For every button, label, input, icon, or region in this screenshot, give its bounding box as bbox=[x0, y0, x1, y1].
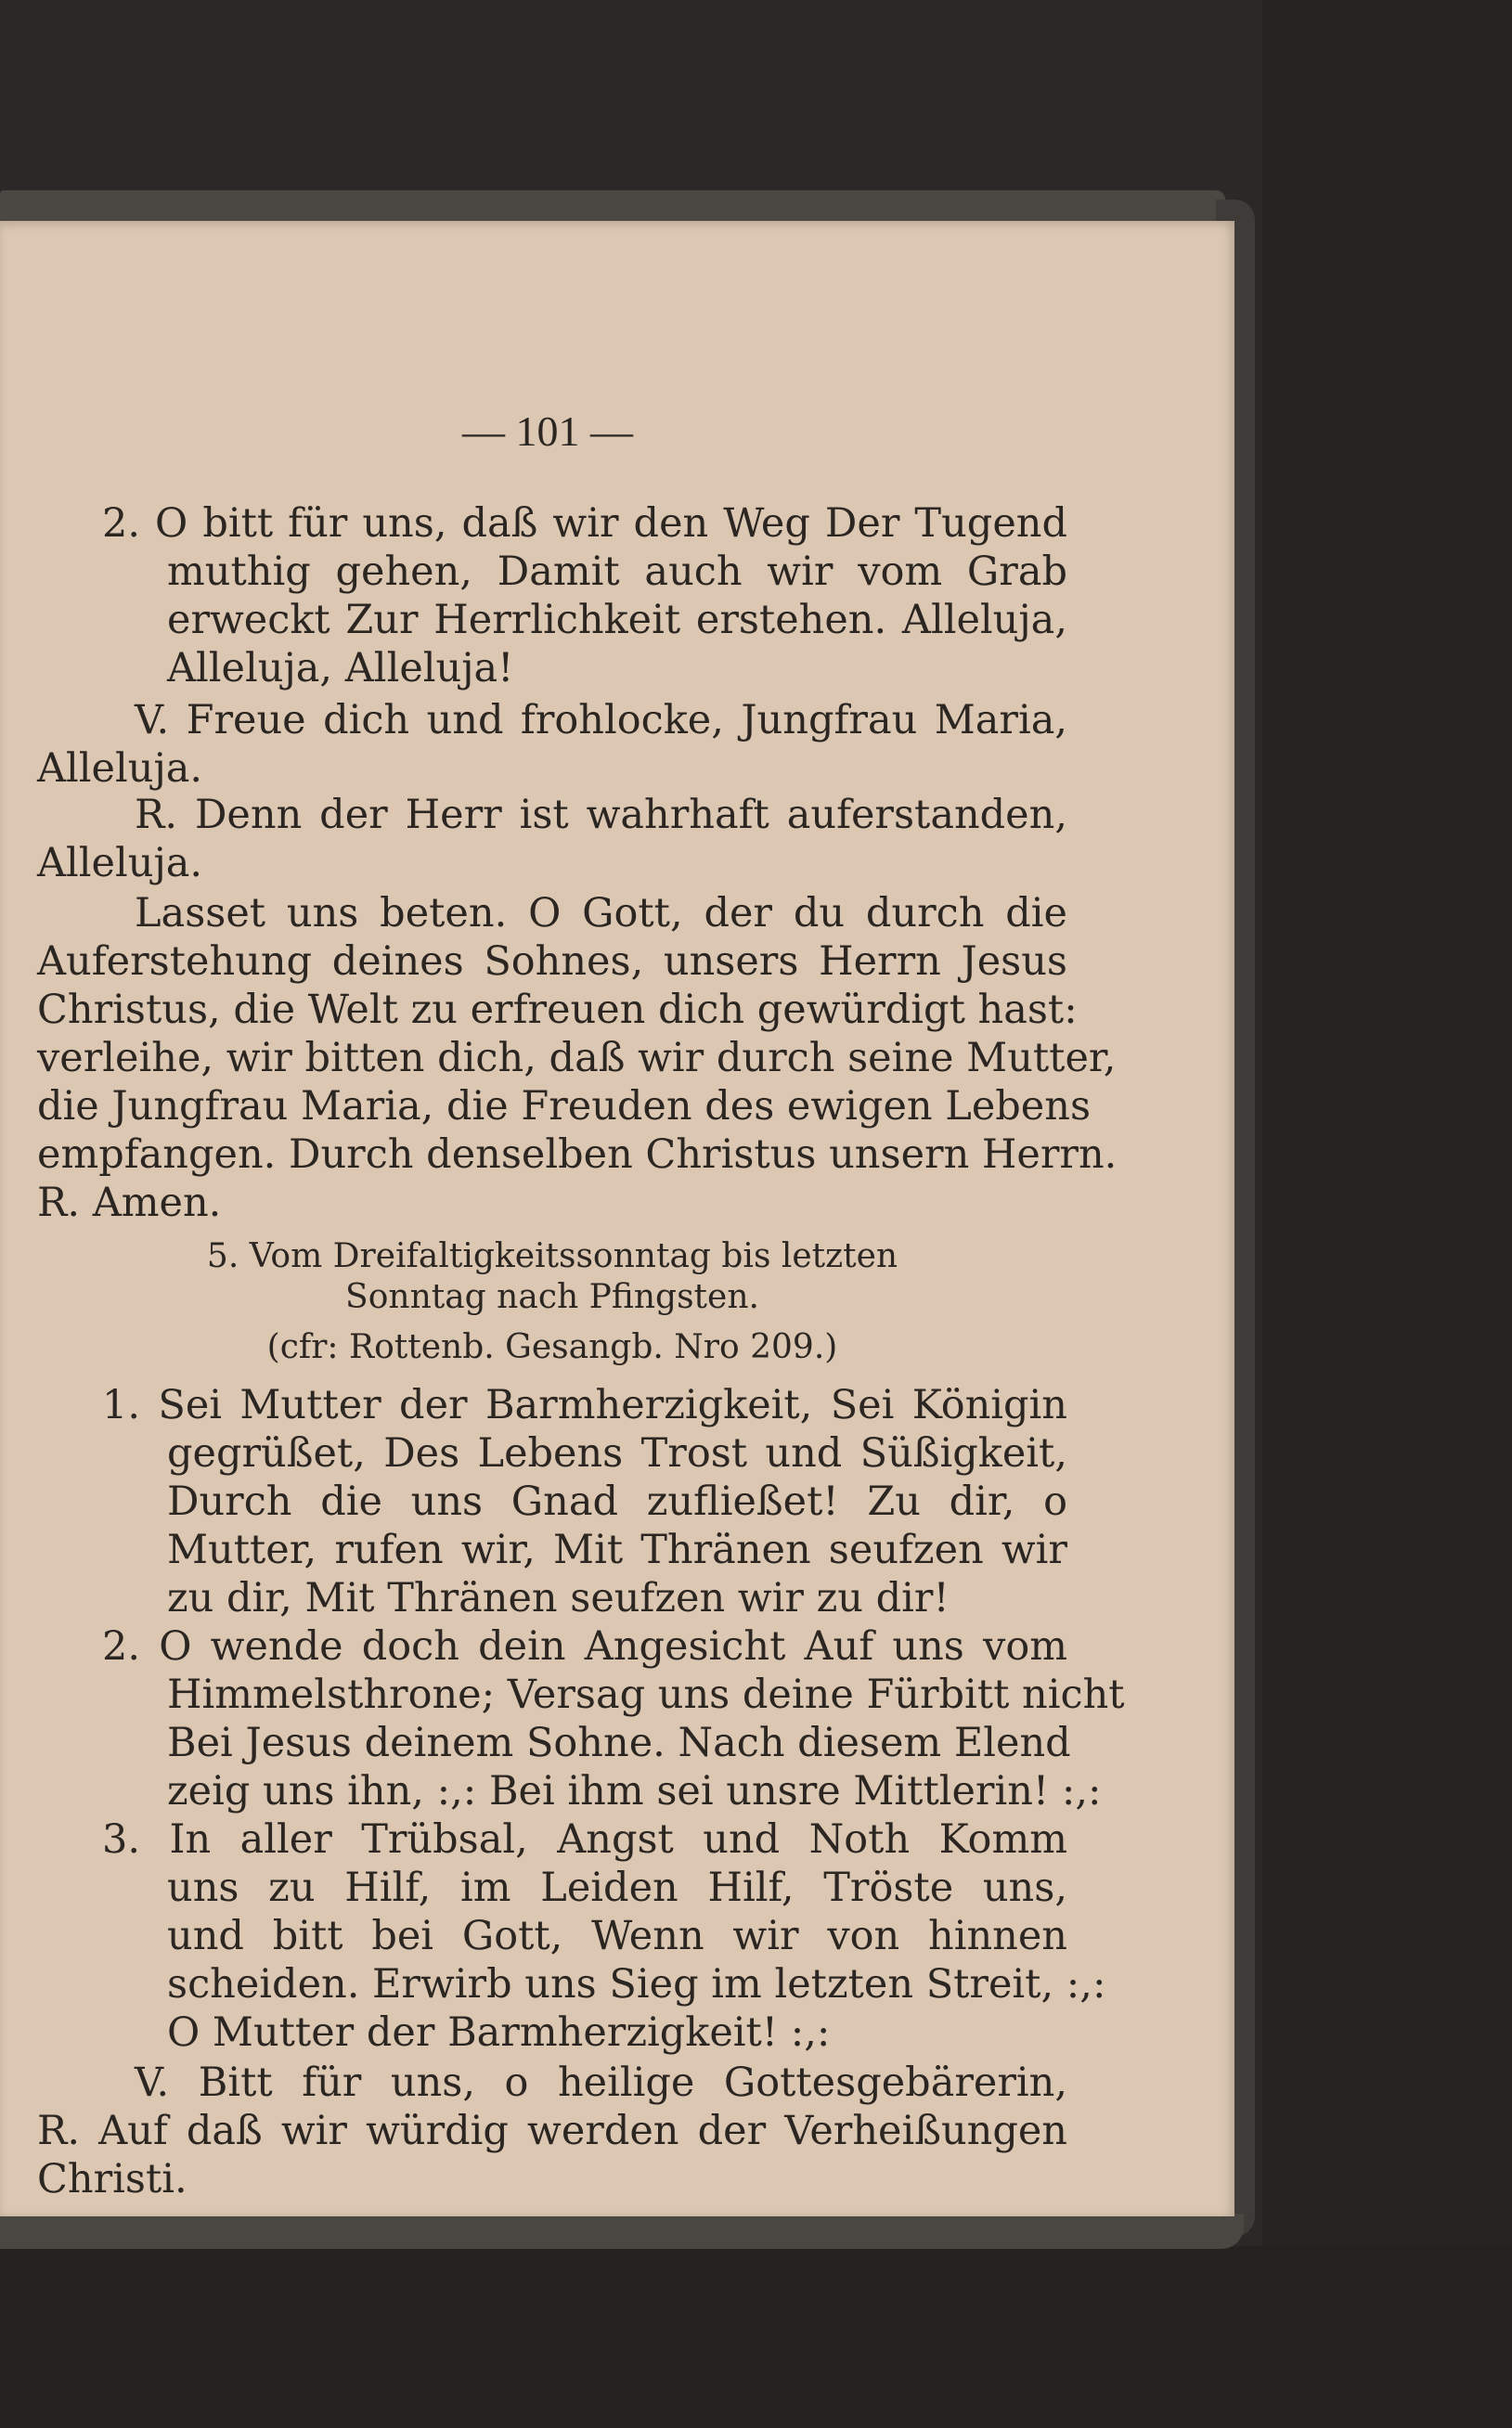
text-line: zu dir, Mit Thränen seufzen wir zu dir! bbox=[167, 1575, 950, 1621]
prayer-line: verleihe, wir bitten dich, daß wir durch seine Mutter, bbox=[37, 1035, 1117, 1081]
text-line: muthig gehen, Damit auch wir vom Grab bbox=[167, 549, 1067, 595]
text-line: Alleluja. bbox=[37, 745, 203, 792]
text-line: Alleluja. bbox=[37, 840, 203, 886]
text-line: Christi. bbox=[37, 2156, 187, 2202]
text-line: Bei Jesus deinem Sohne. Nach diesem Elend bbox=[167, 1720, 1071, 1766]
text-line: erweckt Zur Herrlichkeit erstehen. Alleluja, bbox=[167, 597, 1067, 643]
text-line: gegrüßet, Des Lebens Trost und Süßigkeit, bbox=[167, 1430, 1067, 1477]
section-heading-cont: Sonntag nach Pfingsten. bbox=[345, 1278, 759, 1316]
response-line: R. Auf daß wir würdig werden der Verheißungen bbox=[37, 2108, 1067, 2154]
text-line: 2. O bitt für uns, daß wir den Weg Der Tugend bbox=[102, 500, 1067, 547]
text-line: und bitt bei Gott, Wenn wir von hinnen bbox=[167, 1913, 1067, 1959]
text-line: zeig uns ihn, :,: Bei ihm sei unsre Mittlerin! :,: bbox=[167, 1768, 1102, 1815]
text-line: Himmelsthrone; Versag uns deine Fürbitt nicht bbox=[167, 1672, 1125, 1718]
text-line: 3. In aller Trübsal, Angst und Noth Komm bbox=[102, 1816, 1067, 1863]
prayer-line: Christus, die Welt zu erfreuen dich gewürdigt hast: bbox=[37, 987, 1078, 1033]
prayer-line: empfangen. Durch denselben Christus unsern Herrn. bbox=[37, 1131, 1118, 1178]
prayer-line: Auferstehung deines Sohnes, unsers Herrn Jesus bbox=[37, 938, 1067, 985]
section-heading: 5. Vom Dreifaltigkeitssonntag bis letzten bbox=[206, 1237, 898, 1275]
text-line: 1. Sei Mutter der Barmherzigkeit, Sei Königin bbox=[102, 1382, 1067, 1428]
page-number: — 101 — bbox=[462, 407, 633, 455]
prayer-line: die Jungfrau Maria, die Freuden des ewigen Lebens bbox=[37, 1083, 1092, 1130]
text-line: 2. O wende doch dein Angesicht Auf uns vom bbox=[102, 1623, 1067, 1670]
response-line: R. Denn der Herr ist wahrhaft auferstanden, bbox=[135, 792, 1067, 838]
text-line: Durch die uns Gnad zufließet! Zu dir, o bbox=[167, 1479, 1067, 1525]
text-line: uns zu Hilf, im Leiden Hilf, Tröste uns, bbox=[167, 1865, 1067, 1911]
prayer-line: Lasset uns beten. O Gott, der du durch die bbox=[135, 890, 1067, 936]
text-line: O Mutter der Barmherzigkeit! :,: bbox=[167, 2009, 831, 2056]
versicle-line: V. Freue dich und frohlocke, Jungfrau Maria, bbox=[135, 697, 1067, 743]
book-page bbox=[0, 221, 1234, 2216]
text-line: Alleluja, Alleluja! bbox=[167, 645, 514, 691]
prayer-line: R. Amen. bbox=[37, 1180, 222, 1226]
text-line: Mutter, rufen wir, Mit Thränen seufzen wir bbox=[167, 1527, 1067, 1573]
dark-backdrop bbox=[1262, 0, 1512, 2428]
section-reference: (cfr: Rottenb. Gesangb. Nro 209.) bbox=[266, 1328, 838, 1366]
book-cover-bottom-edge bbox=[0, 2214, 1244, 2249]
text-line: scheiden. Erwirb uns Sieg im letzten Streit, :,: bbox=[167, 1961, 1106, 2008]
versicle-line: V. Bitt für uns, o heilige Gottesgebärerin, bbox=[135, 2060, 1067, 2106]
dark-backdrop-bottom bbox=[0, 2246, 1512, 2428]
